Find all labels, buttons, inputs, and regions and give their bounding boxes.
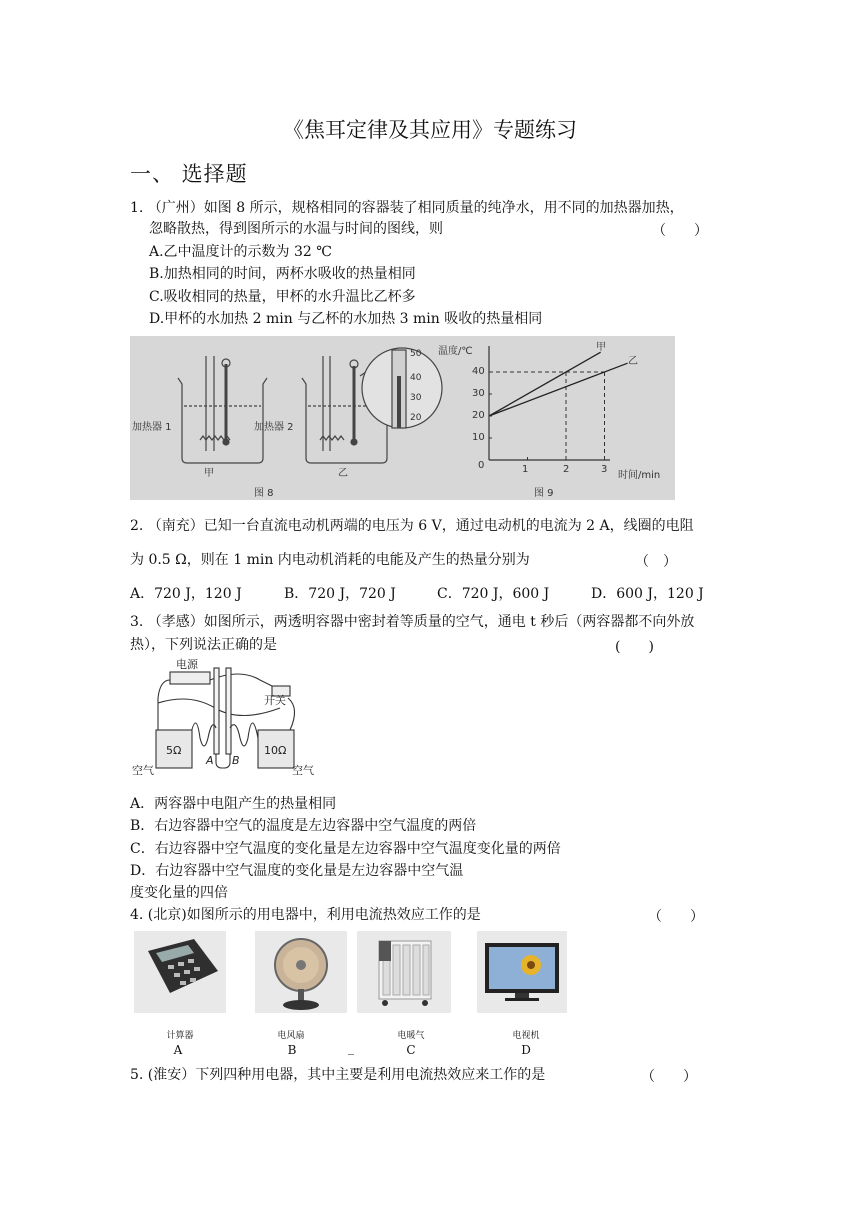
appliance-b-caption: 电风扇 bbox=[277, 1031, 305, 1041]
q3-option-a: A．两容器中电阻产生的热量相同 bbox=[130, 796, 337, 812]
television-image bbox=[477, 931, 567, 1013]
q2-option-d: D．600 J，120 J bbox=[591, 586, 704, 602]
thermo-tick-20: 20 bbox=[410, 413, 422, 423]
q4-line-1: 4. (北京)如图所示的用电器中，利用电流热效应工作的是 bbox=[130, 907, 481, 923]
appliance-a-caption: 计算器 bbox=[166, 1031, 194, 1041]
q2-answer-paren: （ ） bbox=[635, 554, 677, 570]
fig9-caption: 图 9 bbox=[534, 488, 554, 499]
fig8-caption: 图 8 bbox=[254, 488, 274, 499]
switch-label: 开关 bbox=[264, 694, 286, 707]
q1-answer-paren: （ ） bbox=[652, 223, 708, 239]
q3-line-2: 热），下列说法正确的是 bbox=[130, 637, 277, 653]
q2-option-b: B．720 J，720 J bbox=[284, 586, 396, 602]
graph-x-label: 时间/min bbox=[618, 470, 661, 481]
series-yi-label: 乙 bbox=[628, 356, 638, 367]
electric-fan-image bbox=[255, 931, 347, 1013]
appliance-c-letter: C bbox=[406, 1043, 416, 1057]
temperature-graph bbox=[438, 341, 660, 499]
q1-line-1: 1. （广州）如图 8 所示，规格相同的容器装了相同质量的纯净水，用不同的加热器加热， bbox=[130, 200, 684, 216]
q5-line-1: 5. (淮安）下列四种用电器，其中主要是利用电流热效应来工作的是 bbox=[130, 1067, 546, 1083]
q5-answer-paren: （ ） bbox=[641, 1069, 697, 1085]
appliance-d-caption: 电视机 bbox=[512, 1031, 540, 1041]
calculator-image bbox=[134, 931, 226, 1013]
tube-a-label: A bbox=[206, 754, 214, 767]
thermo-tick-40: 40 bbox=[410, 373, 422, 383]
q1-figure bbox=[130, 336, 675, 500]
q3-option-d-continued: 度变化量的四倍 bbox=[130, 885, 228, 901]
graph-y-tick-30: 30 bbox=[472, 388, 485, 399]
q1-option-c: C.吸收相同的热量，甲杯的水升温比乙杯多 bbox=[149, 289, 416, 305]
tube-b-label: B bbox=[232, 754, 240, 767]
q1-line-2: 忽略散热，得到图所示的水温与时间的图线，则 bbox=[149, 221, 443, 237]
graph-y-label: 温度/℃ bbox=[438, 346, 473, 357]
beaker-jia-label: 甲 bbox=[204, 468, 214, 479]
q2-line-2: 为 0.5 Ω，则在 1 min 内电动机消耗的电能及产生的热量分别为 bbox=[130, 552, 530, 568]
appliance-d-letter: D bbox=[521, 1043, 531, 1057]
q2-option-a: A．720 J，120 J bbox=[130, 586, 242, 602]
air-right-label: 空气 bbox=[292, 764, 314, 777]
graph-x-tick-2: 2 bbox=[563, 464, 570, 475]
q2-line-1: 2. （南充）已知一台直流电动机两端的电压为 6 V，通过电动机的电流为 2 A，线圈的电阻 bbox=[130, 518, 694, 534]
stray-underscore: _ bbox=[348, 1041, 354, 1055]
air-left-label: 空气 bbox=[132, 764, 154, 777]
series-line-yi bbox=[489, 363, 628, 416]
graph-x-tick-3: 3 bbox=[601, 464, 608, 475]
q2-option-c: C．720 J，600 J bbox=[437, 586, 550, 602]
beaker-jia bbox=[178, 356, 267, 463]
appliance-c-caption: 电暖气 bbox=[397, 1031, 425, 1041]
q3-option-b: B．右边容器中空气的温度是左边容器中空气温度的两倍 bbox=[130, 818, 477, 834]
q3-answer-paren: ( ) bbox=[615, 639, 654, 655]
q3-option-c: C．右边容器中空气温度的变化量是左边容器中空气温度变化量的两倍 bbox=[130, 841, 561, 857]
q1-option-a: A.乙中温度计的示数为 32 ℃ bbox=[149, 244, 332, 260]
q3-line-1: 3. （孝感）如图所示，两透明容器中密封着等质量的空气，通电 t 秒后（两容器都不向外放 bbox=[130, 614, 695, 630]
appliance-b-letter: B bbox=[287, 1043, 297, 1057]
thermo-tick-30: 30 bbox=[410, 393, 422, 403]
graph-y-tick-40: 40 bbox=[472, 366, 485, 377]
power-label: 电源 bbox=[176, 658, 198, 671]
series-jia-label: 甲 bbox=[596, 342, 606, 353]
thermo-tick-50: 50 bbox=[410, 349, 422, 359]
q3-circuit-figure bbox=[130, 658, 320, 778]
q1-option-b: B.加热相同的时间，两杯水吸收的热量相同 bbox=[149, 266, 416, 282]
q3-option-d: D．右边容器中空气温度的变化量是左边容器中空气温 bbox=[130, 863, 464, 879]
heater-1-label: 加热器 1 bbox=[132, 422, 172, 433]
graph-x-tick-1: 1 bbox=[522, 464, 529, 475]
beaker-yi bbox=[302, 348, 442, 463]
q1-option-d: D.甲杯的水加热 2 min 与乙杯的水加热 3 min 吸收的热量相同 bbox=[149, 311, 543, 327]
series-line-jia bbox=[489, 352, 601, 416]
page-title: 《焦耳定律及其应用》专题练习 bbox=[283, 118, 577, 142]
resistor-10-label: 10Ω bbox=[264, 744, 287, 757]
electric-heater-image bbox=[357, 931, 451, 1013]
q4-answer-paren: （ ） bbox=[648, 909, 704, 925]
graph-y-tick-10: 10 bbox=[472, 432, 485, 443]
section-heading: 一、 选择题 bbox=[130, 162, 248, 186]
beaker-yi-label: 乙 bbox=[338, 468, 348, 479]
graph-y-tick-20: 20 bbox=[472, 410, 485, 421]
appliance-a-letter: A bbox=[173, 1043, 183, 1057]
battery-icon bbox=[170, 672, 210, 684]
heater-2-label: 加热器 2 bbox=[254, 422, 294, 433]
graph-origin-label: 0 bbox=[478, 460, 485, 471]
resistor-5-label: 5Ω bbox=[166, 744, 182, 757]
